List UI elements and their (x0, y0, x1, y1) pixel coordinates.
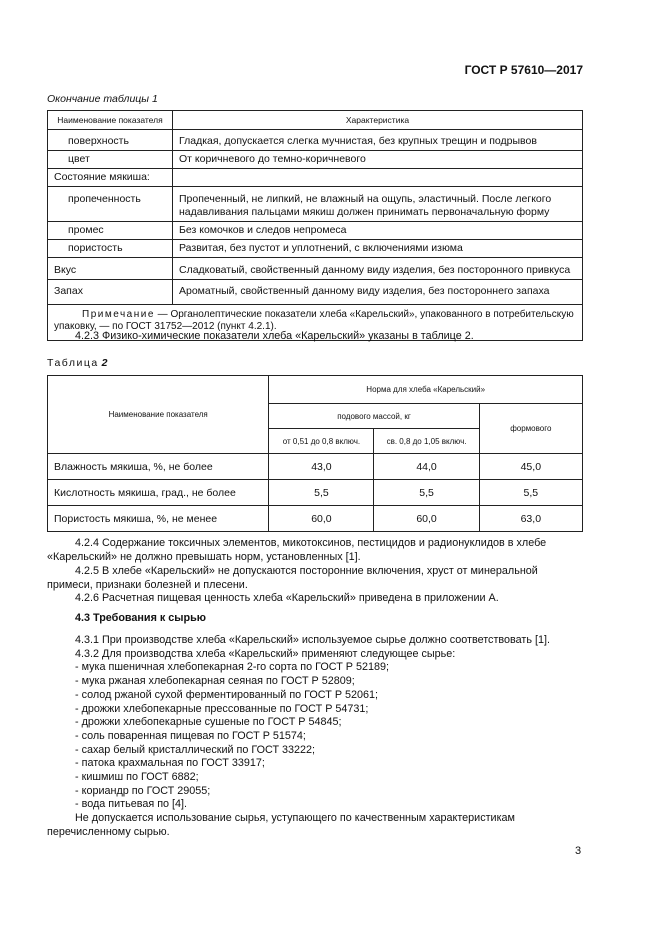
table1 (47, 110, 583, 341)
table2-cell-name: Влажность мякиша, %, не более (48, 454, 269, 480)
standard-number-header: ГОСТ Р 57610—2017 (464, 63, 583, 77)
list-item: - дрожжи хлебопекарные прессованные по ГОСТ Р 54731; (75, 702, 369, 715)
paragraph-4-2-6: 4.2.6 Расчетная пищевая ценность хлеба «Карельский» приведена в приложении А. (75, 592, 499, 604)
list-item: - дрожжи хлебопекарные сушеные по ГОСТ Р 54845; (75, 716, 342, 729)
list-item: - сахар белый кристаллический по ГОСТ 33222; (75, 743, 316, 756)
table1-row (48, 280, 583, 305)
table1-cell-name-text: Вкус (54, 264, 77, 276)
page-number: 3 (575, 845, 582, 857)
paragraph-4-2-4: 4.2.4 Содержание токсичных элементов, микотоксинов, пестицидов и радионуклидов в хлебе «Карельский» не должно превышать норм, установленных [1]. (47, 537, 547, 563)
table2-caption-word: Таблица (47, 357, 99, 369)
list-item: - вода питьевая по [4]. (75, 798, 188, 811)
list-item: - соль поваренная пищевая по ГОСТ Р 51574; (75, 729, 306, 742)
table1-cell-name-text: поверхность (68, 135, 129, 147)
section-4-3-title: 4.3 Требования к сырью (75, 612, 206, 624)
table2-cell-value: 5,5 (374, 480, 479, 506)
table1-cell-name (48, 222, 173, 240)
list-item: - патока крахмальная по ГОСТ 33917; (75, 757, 265, 770)
table1-row (48, 130, 583, 151)
raw-materials-section (47, 634, 583, 840)
table2-row (48, 454, 583, 480)
table1-cell-value-text: Пропеченный, не липкий, не влажный на ощупь, эластичный. После легкого надавливания пальцами мякиш должен принимать первоначальную форму (179, 193, 552, 218)
table1-cell-name (48, 169, 173, 187)
table1-cell-value (173, 187, 583, 222)
table1-cell-name (48, 130, 173, 151)
paragraph-4-2-3: 4.2.3 Физико-химические показатели хлеба «Карельский» указаны в таблице 2. (75, 330, 474, 342)
table2-caption-number: 2 (101, 357, 108, 369)
table1-row (48, 151, 583, 169)
table1-cell-value (173, 240, 583, 258)
paragraph-4-3-2: 4.3.2 Для производства хлеба «Карельский» применяют следующее сырье: (75, 647, 456, 660)
table1-row (48, 222, 583, 240)
table2-col-form-header: формового (479, 404, 582, 454)
table2-cell-value: 5,5 (479, 480, 582, 506)
table1-cell-name-text: цвет (68, 153, 90, 165)
paragraph-final: Не допускается использование сырья, уступающего по качественным характеристикам перечисленному сырью. (47, 812, 515, 838)
table2-header-row-1 (48, 376, 583, 404)
table2-cell-value: 44,0 (374, 454, 479, 480)
table1-cell-value-text (173, 169, 582, 173)
table2-row (48, 506, 583, 532)
table1-cell-value (173, 169, 583, 187)
table1-col-characteristic-header: Характеристика (173, 111, 583, 130)
table1-cell-value (173, 258, 583, 280)
table1-cell-value-text: Развитая, без пустот и уплотнений, с включениями изюма (179, 242, 463, 254)
table1-cell-value (173, 222, 583, 240)
table1-row (48, 169, 583, 187)
table2-cell-value: 45,0 (479, 454, 582, 480)
table1-col-name-header: Наименование показателя (48, 111, 173, 130)
table2-cell-value: 43,0 (269, 454, 374, 480)
table1-cell-name (48, 240, 173, 258)
table1-cell-value-text: От коричневого до темно-коричневого (179, 153, 366, 165)
table2-col-group-header: Норма для хлеба «Карельский» (269, 376, 583, 404)
table1-cell-value (173, 280, 583, 305)
list-item: - мука пшеничная хлебопекарная 2-го сорта по ГОСТ Р 52189; (75, 661, 390, 674)
table2-col-sub2-header: св. 0,8 до 1,05 включ. (374, 429, 479, 454)
table1-cell-name (48, 187, 173, 222)
list-item: - солод ржаной сухой ферментированный по ГОСТ Р 52061; (75, 688, 379, 701)
table2-cell-value: 60,0 (269, 506, 374, 532)
table1-row (48, 240, 583, 258)
table1-cell-name-text: пропеченность (68, 193, 141, 205)
table2-col-sub1-header: от 0,51 до 0,8 включ. (269, 429, 374, 454)
note-label: Примечание (82, 309, 155, 320)
table2-cell-value: 63,0 (479, 506, 582, 532)
table1-cell-name-text: Состояние мякиша: (54, 171, 150, 183)
table1-cell-name-text: пористость (68, 242, 123, 254)
table1-cell-value-text: Без комочков и следов непромеса (179, 224, 347, 236)
table2-cell-name: Пористость мякиша, %, не менее (48, 506, 269, 532)
list-item: - кишмиш по ГОСТ 6882; (75, 771, 199, 784)
table2-col-name-header: Наименование показателя (48, 376, 269, 454)
table2-row (48, 480, 583, 506)
table1-cell-name (48, 151, 173, 169)
paragraph-4-2-5: 4.2.5 В хлебе «Карельский» не допускаются посторонние включения, хруст от минеральной примеси, признаки болезней и плесени. (47, 565, 538, 591)
table1-cell-value-text: Гладкая, допускается слегка мучнистая, без крупных трещин и подрывов (179, 135, 537, 147)
table2-cell-value: 60,0 (374, 506, 479, 532)
table1-row (48, 258, 583, 280)
table2-col-hearth-header: подового массой, кг (269, 404, 479, 429)
table1-cell-value (173, 151, 583, 169)
table1-cell-name (48, 280, 173, 305)
table2-body (48, 454, 583, 532)
table1-cell-value (173, 130, 583, 151)
table2-cell-name: Кислотность мякиша, град., не более (48, 480, 269, 506)
table1-header-row (48, 111, 583, 130)
list-item: - кориандр по ГОСТ 29055; (75, 784, 211, 797)
table1-cell-value-text: Сладковатый, свойственный данному виду изделия, без посторонного привкуса (179, 264, 571, 276)
table2-caption (47, 357, 107, 369)
table1-cell-name (48, 258, 173, 280)
paragraph-4-3-1: 4.3.1 При производстве хлеба «Карельский» используемое сырье должно соответствовать [1]. (75, 634, 550, 646)
table1-cell-name-text: Запах (54, 285, 83, 297)
table2-cell-value: 5,5 (269, 480, 374, 506)
table1-row (48, 187, 583, 222)
table1-caption: Окончание таблицы 1 (47, 93, 158, 105)
table1-body (48, 130, 583, 341)
note-text: — Органолептические показатели хлеба «Карельский», упакованного в потребительскую упаковку, — по ГОСТ 31752—2012 (пункт 4.2.1). (54, 309, 574, 332)
raw-materials-list (47, 661, 583, 812)
table1-cell-name-text: промес (68, 224, 104, 236)
table1-cell-value-text: Ароматный, свойственный данному виду изделия, без постороннего запаха (179, 285, 550, 297)
list-item: - мука ржаная хлебопекарная сеяная по ГОСТ Р 52809; (75, 675, 355, 688)
table2 (47, 375, 583, 532)
